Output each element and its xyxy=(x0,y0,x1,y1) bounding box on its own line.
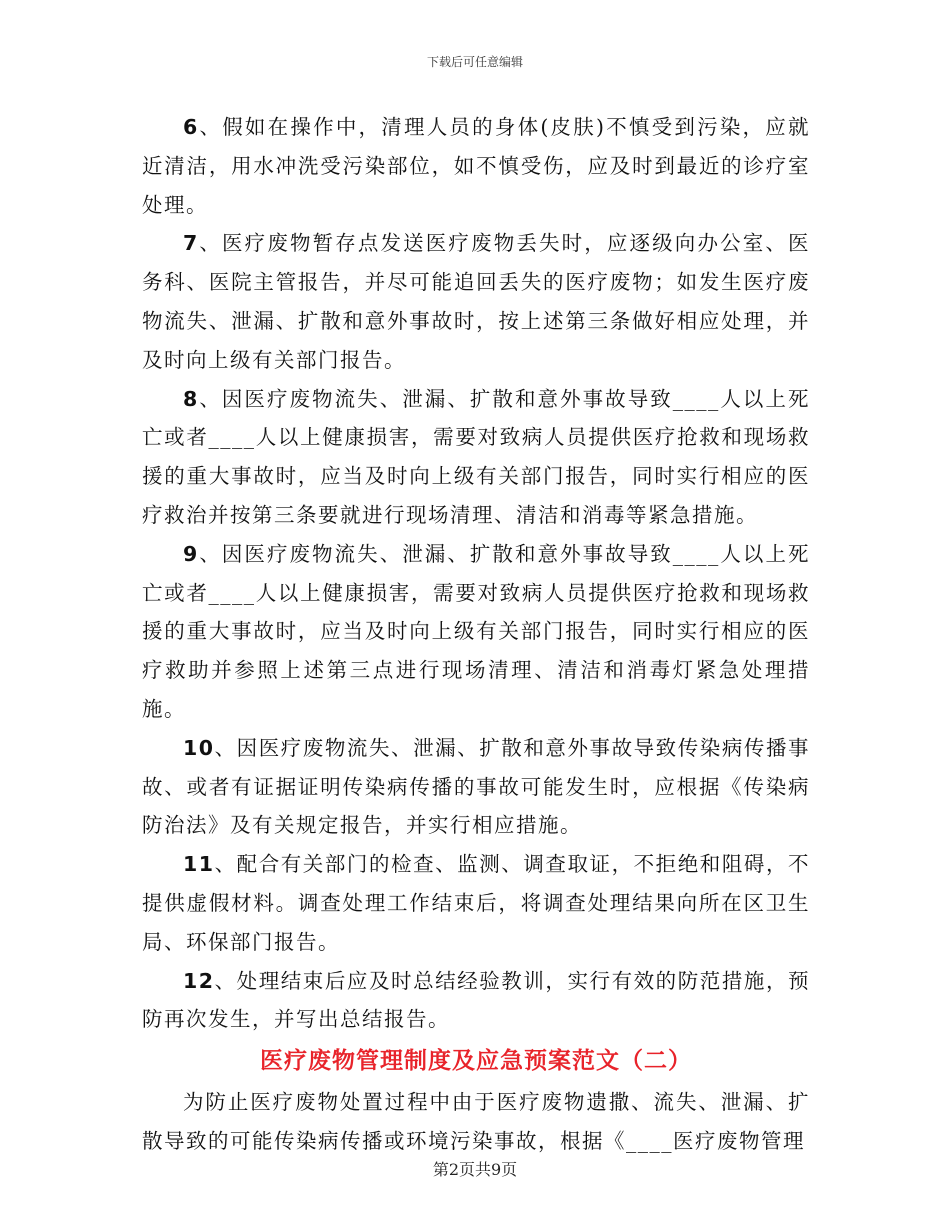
section-title: 医疗废物管理制度及应急预案范文（二） xyxy=(260,1047,692,1075)
item-number: 11 xyxy=(183,852,215,877)
item-number: 9 xyxy=(183,541,199,566)
item-text: 、因医疗废物流失、泄漏、扩散和意外事故导致____人以上死亡或者____人以上健康损害，需要对致病人员提供医疗抢救和现场救援的重大事故时，应当及时向上级有关部门报告，同时实行相应的医疗救治并按第三条要就进行现场清理、清洁和消毒等紧急措施。 xyxy=(142,386,810,527)
intro-paragraph: 为防止医疗废物处置过程中由于医疗废物遗撒、流失、泄漏、扩散导致的可能传染病传播或环境污染事故，根据《____医疗废物管理 xyxy=(142,1090,810,1153)
list-item-9 xyxy=(142,535,810,729)
item-number: 7 xyxy=(183,231,199,256)
list-item-8 xyxy=(142,380,810,535)
item-text: 、假如在操作中，清理人员的身体(皮肤)不慎受到污染，应就近清洁，用水冲洗受污染部位，如不慎受伤，应及时到最近的诊疗室处理。 xyxy=(142,115,810,217)
item-text: 、因医疗废物流失、泄漏、扩散和意外事故导致传染病传播事故、或者有证据证明传染病传播的事故可能发生时，应根据《传染病防治法》及有关规定报告，并实行相应措施。 xyxy=(142,735,810,838)
page-footer: 第2页共9页 xyxy=(432,1160,518,1179)
item-text: 、因医疗废物流失、泄漏、扩散和意外事故导致____人以上死亡或者____人以上健康损害，需要对致病人员提供医疗抢救和现场救援的重大事故时，应当及时向上级有关部门报告，同时实行相应的医疗救助并参照上述第三点进行现场清理、清洁和消毒灯紧急处理措施。 xyxy=(142,541,810,721)
list-item-11 xyxy=(142,845,810,961)
item-number: 12 xyxy=(183,968,215,993)
item-text: 、医疗废物暂存点发送医疗废物丢失时，应逐级向办公室、医务科、医院主管报告，并尽可能追回丢失的医疗废物；如发生医疗废物流失、泄漏、扩散和意外事故时，按上述第三条做好相应处理，并及时向上级有关部门报告。 xyxy=(142,231,810,372)
item-text: 、配合有关部门的检查、监测、调查取证，不拒绝和阻碍，不提供虚假材料。调查处理工作结束后，将调查处理结果向所在区卫生局、环保部门报告。 xyxy=(142,852,810,954)
item-number: 8 xyxy=(183,386,199,411)
list-item-7 xyxy=(142,224,810,379)
item-number: 10 xyxy=(183,735,215,760)
list-item-12 xyxy=(142,962,810,1040)
item-number: 6 xyxy=(183,115,199,139)
page-header: 下载后可任意编辑 xyxy=(426,55,523,69)
list-item-10 xyxy=(142,729,810,845)
list-item-6 xyxy=(142,108,810,224)
document-body xyxy=(142,108,810,1161)
item-text: 、处理结束后应及时总结经验教训，实行有效的防范措施，预防再次发生，并写出总结报告。 xyxy=(142,968,810,1032)
